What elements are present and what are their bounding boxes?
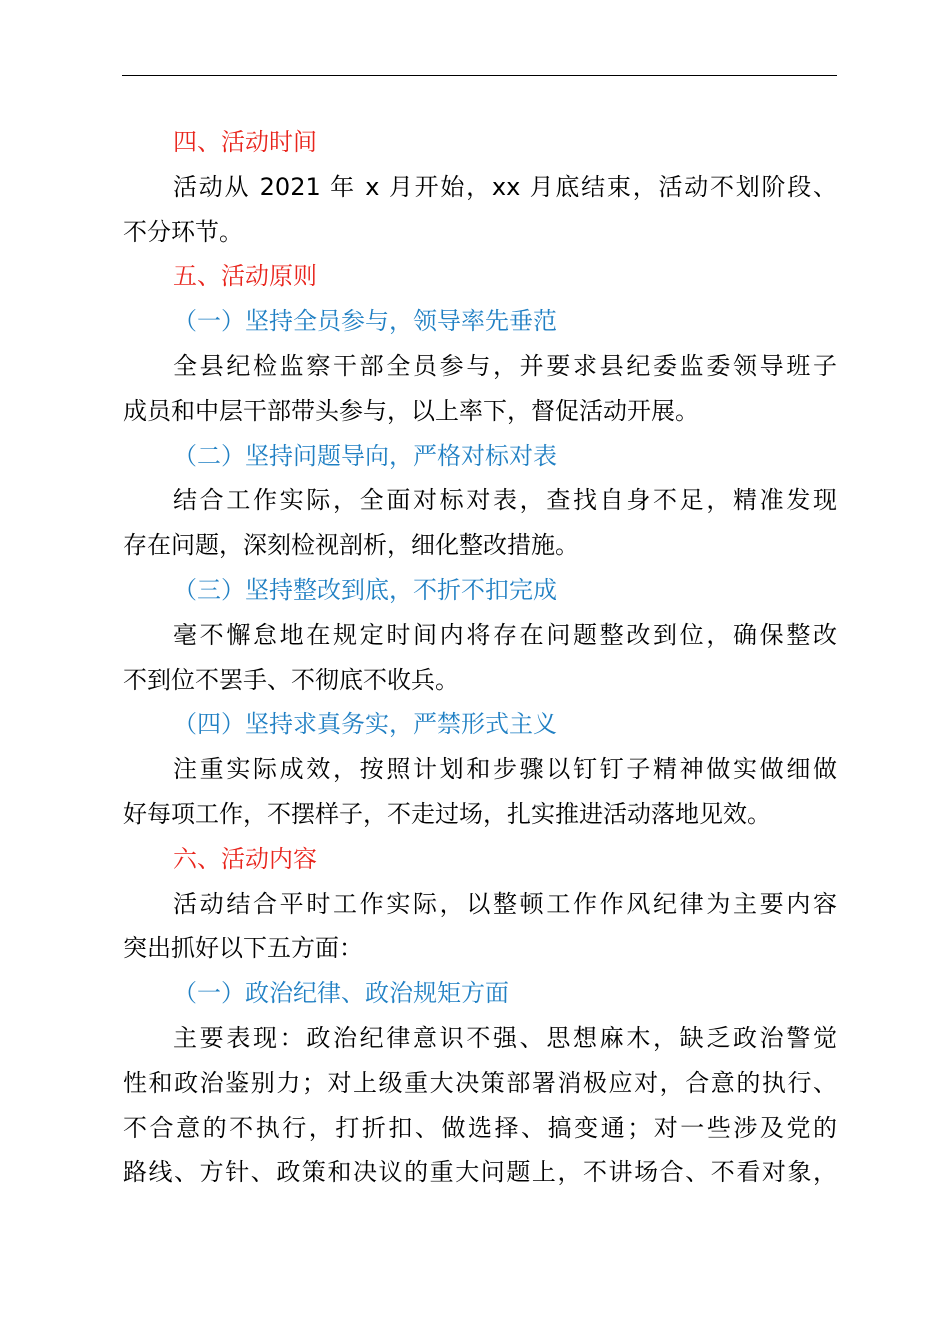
paragraph-line: 性和政治鉴别力；对上级重大决策部署消极应对，合意的执行、 [123,1068,837,1097]
paragraph-line: 路线、方针、政策和决议的重大问题上，不讲场合、不看对象， [123,1158,837,1187]
paragraph-line: 活动从 2021 年 x 月开始，xx 月底结束，活动不划阶段、 [173,172,837,201]
paragraph-line: 结合工作实际，全面对标对表，查找自身不足，精准发现 [173,486,837,515]
paragraph-line: 不合意的不执行，打折扣、做选择、搞变通；对一些涉及党的 [123,1113,837,1142]
section-heading-activity-time: 四、活动时间 [173,128,317,156]
paragraph-line: 主要表现：政治纪律意识不强、思想麻木，缺乏政治警觉 [173,1023,837,1052]
subsection-heading-principle-2: （二）坚持问题导向，严格对标对表 [173,441,557,470]
subsection-heading-principle-3: （三）坚持整改到底，不折不扣完成 [173,575,557,604]
paragraph-line: 全县纪检监察干部全员参与，并要求县纪委监委领导班子 [173,351,837,380]
document-body [123,120,837,1195]
subsection-heading-content-1: （一）政治纪律、政治规矩方面 [173,979,509,1008]
paragraph-line: 不到位不罢手、不彻底不收兵。 [123,665,459,694]
section-heading-activity-content: 六、活动内容 [173,844,317,873]
section-heading-activity-principles: 五、活动原则 [173,262,317,291]
paragraph-line: 成员和中层干部带头参与，以上率下，督促活动开展。 [123,396,699,425]
subsection-heading-principle-1: （一）坚持全员参与，领导率先垂范 [173,307,557,336]
paragraph-line: 好每项工作，不摆样子，不走过场，扎实推进活动落地见效。 [123,799,771,828]
paragraph-line: 注重实际成效，按照计划和步骤以钉钉子精神做实做细做 [173,755,837,784]
paragraph-line: 活动结合平时工作实际，以整顿工作作风纪律为主要内容 [173,889,837,918]
paragraph-line: 突出抓好以下五方面： [123,934,363,963]
paragraph-line: 存在问题，深刻检视剖析，细化整改措施。 [123,531,579,560]
subsection-heading-principle-4: （四）坚持求真务实，严禁形式主义 [173,710,557,739]
header-rule [122,75,837,76]
paragraph-line: 毫不懈怠地在规定时间内将存在问题整改到位，确保整改 [173,620,837,649]
paragraph-line: 不分环节。 [123,217,243,246]
